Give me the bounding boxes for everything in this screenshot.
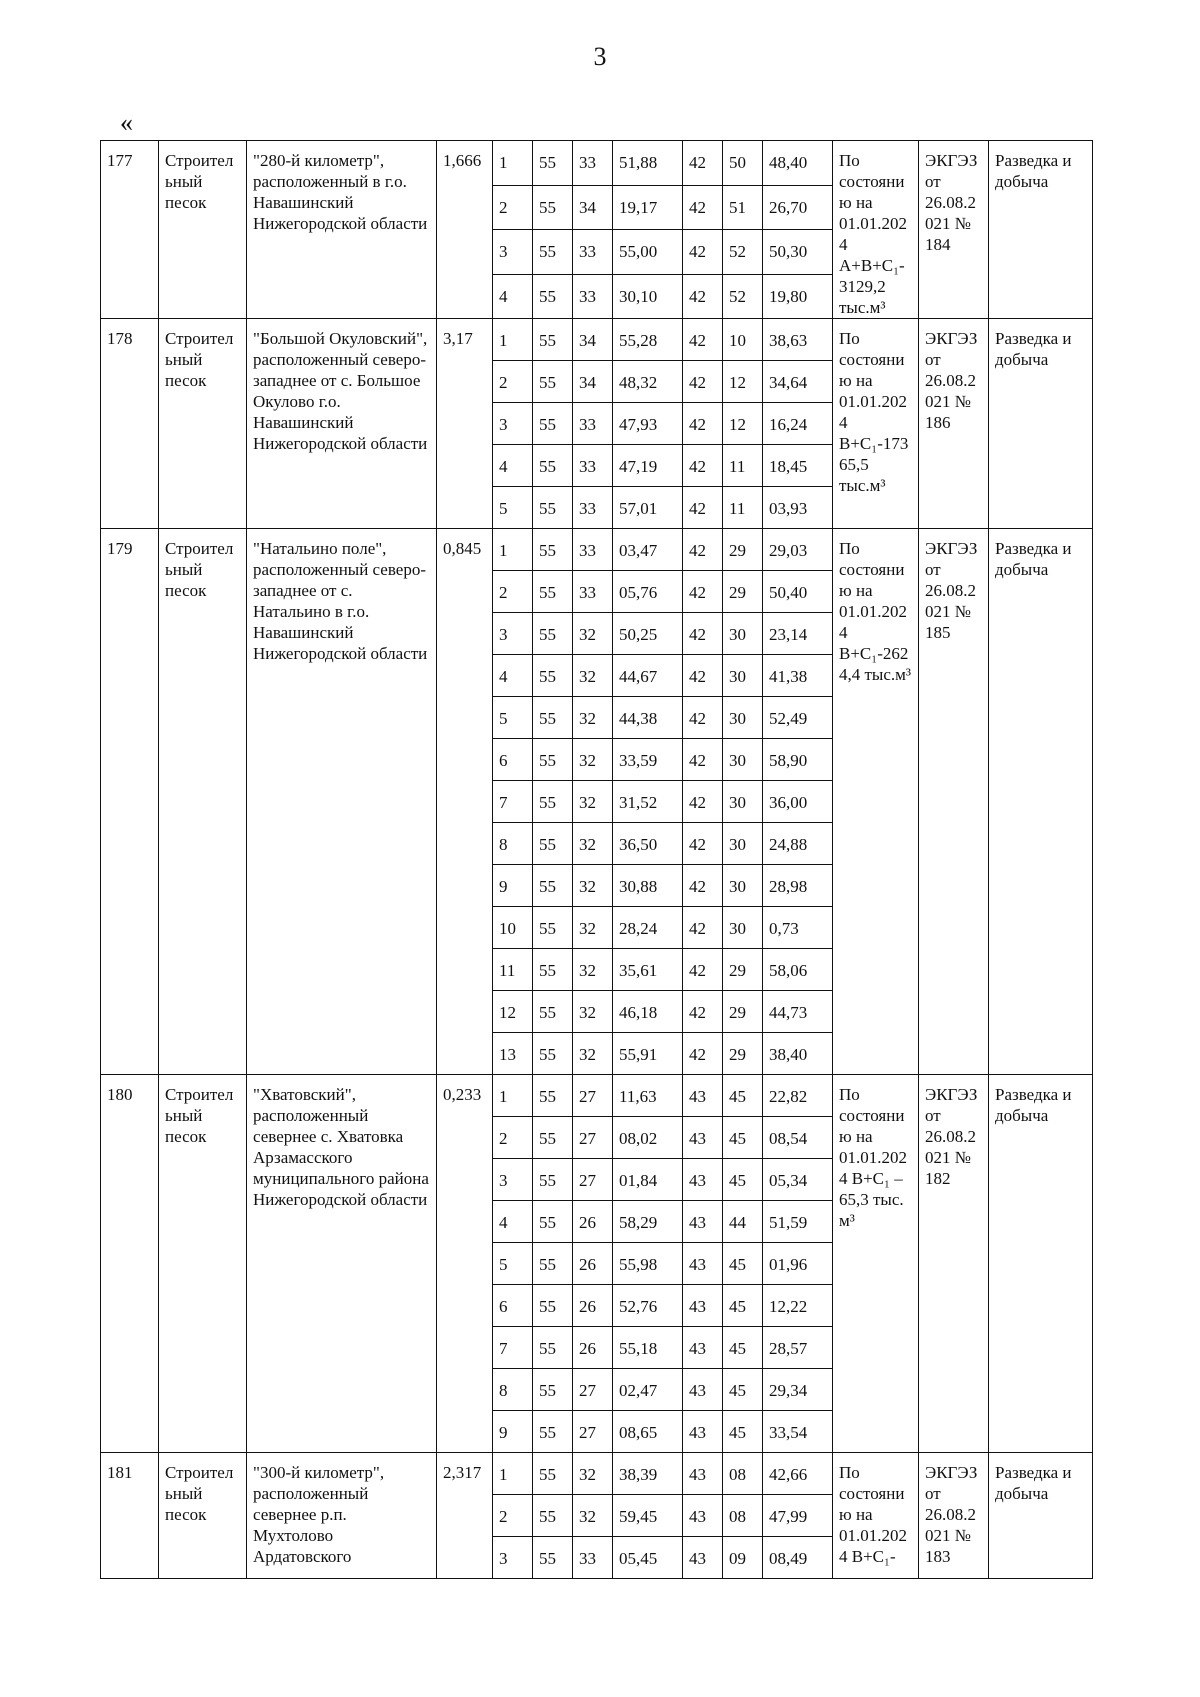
lat-min: 27	[573, 1369, 613, 1411]
lat-min: 26	[573, 1243, 613, 1285]
lon-deg: 42	[683, 403, 723, 445]
point-number: 3	[493, 230, 533, 275]
lat-deg: 55	[533, 1411, 573, 1453]
lon-min: 45	[723, 1117, 763, 1159]
lon-sec: 0,73	[763, 907, 833, 949]
lat-sec: 55,28	[613, 319, 683, 361]
deposit-reserves: По состоянию на 01.01.2024 B+C₁ – 65,3 тыс. м³	[833, 1075, 919, 1453]
lat-sec: 52,76	[613, 1285, 683, 1327]
point-number: 10	[493, 907, 533, 949]
deposit-name: "Хватовский", расположенный севернее с. Хватовка Арзамасского муниципального района Нижегородской области	[247, 1075, 437, 1453]
lat-min: 32	[573, 865, 613, 907]
point-number: 3	[493, 613, 533, 655]
lat-deg: 55	[533, 141, 573, 186]
lon-sec: 38,40	[763, 1033, 833, 1075]
lat-sec: 50,25	[613, 613, 683, 655]
lat-sec: 58,29	[613, 1201, 683, 1243]
lon-min: 45	[723, 1411, 763, 1453]
lat-sec: 33,59	[613, 739, 683, 781]
lat-min: 27	[573, 1075, 613, 1117]
lon-sec: 28,98	[763, 865, 833, 907]
deposit-number: 180	[101, 1075, 159, 1453]
table-row	[101, 529, 1093, 571]
lat-deg: 55	[533, 1159, 573, 1201]
lon-sec: 12,22	[763, 1285, 833, 1327]
lon-min: 10	[723, 319, 763, 361]
point-number: 3	[493, 1537, 533, 1579]
lat-sec: 55,91	[613, 1033, 683, 1075]
lon-min: 08	[723, 1495, 763, 1537]
lon-deg: 42	[683, 991, 723, 1033]
lat-deg: 55	[533, 445, 573, 487]
lat-min: 34	[573, 185, 613, 230]
deposit-area: 1,666	[437, 141, 493, 319]
lat-sec: 01,84	[613, 1159, 683, 1201]
lat-sec: 28,24	[613, 907, 683, 949]
deposit-purpose: Разведка и добыча	[989, 1453, 1093, 1579]
lon-sec: 34,64	[763, 361, 833, 403]
point-number: 4	[493, 1201, 533, 1243]
lat-min: 33	[573, 230, 613, 275]
point-number: 6	[493, 739, 533, 781]
point-number: 5	[493, 697, 533, 739]
lat-deg: 55	[533, 865, 573, 907]
lon-sec: 08,54	[763, 1117, 833, 1159]
table-row	[101, 1453, 1093, 1495]
lon-deg: 42	[683, 185, 723, 230]
lon-sec: 01,96	[763, 1243, 833, 1285]
lat-min: 32	[573, 655, 613, 697]
lon-sec: 38,63	[763, 319, 833, 361]
lat-sec: 55,98	[613, 1243, 683, 1285]
point-number: 2	[493, 361, 533, 403]
lon-deg: 42	[683, 865, 723, 907]
lat-deg: 55	[533, 185, 573, 230]
lon-min: 30	[723, 655, 763, 697]
point-number: 1	[493, 529, 533, 571]
lat-min: 27	[573, 1159, 613, 1201]
lat-sec: 55,18	[613, 1327, 683, 1369]
lat-deg: 55	[533, 949, 573, 991]
deposit-reserves: По состоянию на 01.01.2024 B+C₁-	[833, 1453, 919, 1579]
deposit-name: "300-й километр", расположенный севернее р.п. Мухтолово Ардатовского	[247, 1453, 437, 1579]
lon-deg: 43	[683, 1159, 723, 1201]
lon-deg: 43	[683, 1243, 723, 1285]
lon-min: 45	[723, 1159, 763, 1201]
lon-sec: 28,57	[763, 1327, 833, 1369]
lon-deg: 42	[683, 613, 723, 655]
point-number: 12	[493, 991, 533, 1033]
lon-sec: 50,30	[763, 230, 833, 275]
lat-sec: 44,38	[613, 697, 683, 739]
lat-deg: 55	[533, 781, 573, 823]
lat-deg: 55	[533, 1453, 573, 1495]
deposit-purpose: Разведка и добыча	[989, 141, 1093, 319]
lon-min: 11	[723, 445, 763, 487]
point-number: 5	[493, 487, 533, 529]
point-number: 4	[493, 445, 533, 487]
lon-sec: 50,40	[763, 571, 833, 613]
lat-sec: 08,65	[613, 1411, 683, 1453]
lat-deg: 55	[533, 1327, 573, 1369]
deposit-approval: ЭКГЭЗ от 26.08.2021 № 183	[919, 1453, 989, 1579]
lat-min: 33	[573, 274, 613, 319]
lat-min: 26	[573, 1285, 613, 1327]
opening-quote: «	[120, 108, 133, 137]
lon-sec: 05,34	[763, 1159, 833, 1201]
point-number: 2	[493, 1495, 533, 1537]
mineral-type: Строительный песок	[159, 1075, 247, 1453]
lat-min: 33	[573, 529, 613, 571]
lon-sec: 48,40	[763, 141, 833, 186]
lat-min: 32	[573, 697, 613, 739]
lat-min: 33	[573, 445, 613, 487]
point-number: 7	[493, 781, 533, 823]
lon-deg: 42	[683, 655, 723, 697]
lat-sec: 44,67	[613, 655, 683, 697]
deposit-area: 2,317	[437, 1453, 493, 1579]
lon-min: 30	[723, 697, 763, 739]
lat-sec: 59,45	[613, 1495, 683, 1537]
deposit-area: 0,845	[437, 529, 493, 1075]
lon-deg: 42	[683, 529, 723, 571]
deposit-reserves: По состоянию на 01.01.2024 B+C₁-2624,4 тыс.м³	[833, 529, 919, 1075]
lat-deg: 55	[533, 1495, 573, 1537]
lat-min: 32	[573, 1033, 613, 1075]
lon-sec: 24,88	[763, 823, 833, 865]
lon-deg: 43	[683, 1285, 723, 1327]
lon-deg: 43	[683, 1411, 723, 1453]
lat-sec: 47,19	[613, 445, 683, 487]
table-row	[101, 1075, 1093, 1117]
lon-min: 45	[723, 1243, 763, 1285]
lat-deg: 55	[533, 823, 573, 865]
lat-deg: 55	[533, 613, 573, 655]
lat-deg: 55	[533, 319, 573, 361]
point-number: 8	[493, 1369, 533, 1411]
deposit-purpose: Разведка и добыча	[989, 319, 1093, 529]
lon-sec: 58,90	[763, 739, 833, 781]
point-number: 8	[493, 823, 533, 865]
lon-sec: 41,38	[763, 655, 833, 697]
lat-min: 34	[573, 319, 613, 361]
lon-sec: 47,99	[763, 1495, 833, 1537]
lon-min: 29	[723, 571, 763, 613]
lon-sec: 03,93	[763, 487, 833, 529]
lat-sec: 31,52	[613, 781, 683, 823]
lat-sec: 19,17	[613, 185, 683, 230]
lat-min: 33	[573, 1537, 613, 1579]
lat-sec: 35,61	[613, 949, 683, 991]
lon-sec: 22,82	[763, 1075, 833, 1117]
deposit-approval: ЭКГЭЗ от 26.08.2021 № 186	[919, 319, 989, 529]
lat-sec: 05,76	[613, 571, 683, 613]
lon-deg: 42	[683, 781, 723, 823]
lon-min: 45	[723, 1369, 763, 1411]
lat-deg: 55	[533, 907, 573, 949]
point-number: 2	[493, 185, 533, 230]
lat-deg: 55	[533, 1243, 573, 1285]
lat-sec: 05,45	[613, 1537, 683, 1579]
deposits-table-body	[101, 141, 1093, 1579]
lat-deg: 55	[533, 361, 573, 403]
lat-deg: 55	[533, 655, 573, 697]
lon-min: 29	[723, 949, 763, 991]
lat-deg: 55	[533, 1201, 573, 1243]
lat-min: 32	[573, 907, 613, 949]
lon-sec: 36,00	[763, 781, 833, 823]
deposit-purpose: Разведка и добыча	[989, 529, 1093, 1075]
lat-deg: 55	[533, 403, 573, 445]
lat-deg: 55	[533, 739, 573, 781]
point-number: 11	[493, 949, 533, 991]
lat-sec: 51,88	[613, 141, 683, 186]
lat-min: 32	[573, 613, 613, 655]
lat-sec: 30,10	[613, 274, 683, 319]
lon-deg: 42	[683, 907, 723, 949]
lon-deg: 42	[683, 361, 723, 403]
lon-sec: 44,73	[763, 991, 833, 1033]
lon-min: 45	[723, 1327, 763, 1369]
point-number: 4	[493, 655, 533, 697]
deposit-reserves: По состоянию на 01.01.2024 B+C₁-17365,5 тыс.м³	[833, 319, 919, 529]
point-number: 13	[493, 1033, 533, 1075]
lat-sec: 11,63	[613, 1075, 683, 1117]
lat-sec: 55,00	[613, 230, 683, 275]
lat-deg: 55	[533, 1285, 573, 1327]
lon-deg: 43	[683, 1495, 723, 1537]
lat-min: 26	[573, 1201, 613, 1243]
lat-min: 32	[573, 739, 613, 781]
lat-sec: 47,93	[613, 403, 683, 445]
lon-min: 29	[723, 1033, 763, 1075]
mineral-type: Строительный песок	[159, 141, 247, 319]
point-number: 3	[493, 403, 533, 445]
point-number: 2	[493, 571, 533, 613]
lon-min: 12	[723, 361, 763, 403]
lat-deg: 55	[533, 991, 573, 1033]
lon-min: 50	[723, 141, 763, 186]
deposits-table	[100, 140, 1093, 1579]
point-number: 9	[493, 865, 533, 907]
mineral-type: Строительный песок	[159, 1453, 247, 1579]
lon-deg: 42	[683, 230, 723, 275]
lon-deg: 42	[683, 319, 723, 361]
lon-min: 08	[723, 1453, 763, 1495]
lon-deg: 43	[683, 1201, 723, 1243]
deposit-approval: ЭКГЭЗ от 26.08.2021 № 184	[919, 141, 989, 319]
mineral-type: Строительный песок	[159, 319, 247, 529]
lat-deg: 55	[533, 487, 573, 529]
lat-deg: 55	[533, 1537, 573, 1579]
lon-min: 52	[723, 230, 763, 275]
lon-min: 29	[723, 529, 763, 571]
lat-min: 26	[573, 1327, 613, 1369]
lon-deg: 42	[683, 823, 723, 865]
lat-min: 34	[573, 361, 613, 403]
lon-deg: 42	[683, 1033, 723, 1075]
lon-sec: 52,49	[763, 697, 833, 739]
lon-deg: 43	[683, 1327, 723, 1369]
point-number: 5	[493, 1243, 533, 1285]
point-number: 6	[493, 1285, 533, 1327]
lon-sec: 42,66	[763, 1453, 833, 1495]
lon-deg: 42	[683, 487, 723, 529]
deposit-number: 181	[101, 1453, 159, 1579]
lon-min: 29	[723, 991, 763, 1033]
lat-deg: 55	[533, 1369, 573, 1411]
lon-sec: 58,06	[763, 949, 833, 991]
deposit-name: "Натальино поле", расположенный северо-западнее от с. Натальино в г.о. Навашинский Нижегородской области	[247, 529, 437, 1075]
lon-sec: 16,24	[763, 403, 833, 445]
point-number: 1	[493, 1075, 533, 1117]
point-number: 2	[493, 1117, 533, 1159]
deposit-number: 179	[101, 529, 159, 1075]
point-number: 4	[493, 274, 533, 319]
deposit-approval: ЭКГЭЗ от 26.08.2021 № 182	[919, 1075, 989, 1453]
lon-sec: 19,80	[763, 274, 833, 319]
lon-deg: 43	[683, 1369, 723, 1411]
deposit-area: 0,233	[437, 1075, 493, 1453]
lat-sec: 38,39	[613, 1453, 683, 1495]
lon-min: 30	[723, 823, 763, 865]
lat-min: 32	[573, 949, 613, 991]
lon-deg: 42	[683, 949, 723, 991]
lon-sec: 23,14	[763, 613, 833, 655]
lat-min: 27	[573, 1117, 613, 1159]
point-number: 9	[493, 1411, 533, 1453]
lat-sec: 57,01	[613, 487, 683, 529]
point-number: 1	[493, 1453, 533, 1495]
lat-sec: 36,50	[613, 823, 683, 865]
table-row	[101, 319, 1093, 361]
deposit-area: 3,17	[437, 319, 493, 529]
lat-sec: 48,32	[613, 361, 683, 403]
lon-min: 30	[723, 739, 763, 781]
lat-sec: 46,18	[613, 991, 683, 1033]
lat-min: 32	[573, 991, 613, 1033]
lat-sec: 30,88	[613, 865, 683, 907]
lon-min: 45	[723, 1075, 763, 1117]
lat-deg: 55	[533, 1075, 573, 1117]
mineral-type: Строительный песок	[159, 529, 247, 1075]
lat-deg: 55	[533, 230, 573, 275]
lon-min: 30	[723, 781, 763, 823]
lat-min: 33	[573, 141, 613, 186]
deposit-name: "Большой Окуловский", расположенный северо-западнее от с. Большое Окулово г.о. Навашинский Нижегородской области	[247, 319, 437, 529]
lat-min: 32	[573, 781, 613, 823]
lon-min: 30	[723, 613, 763, 655]
lat-deg: 55	[533, 571, 573, 613]
lat-min: 32	[573, 1495, 613, 1537]
lat-min: 27	[573, 1411, 613, 1453]
table-row	[101, 141, 1093, 186]
lon-sec: 29,34	[763, 1369, 833, 1411]
deposit-purpose: Разведка и добыча	[989, 1075, 1093, 1453]
lon-min: 30	[723, 907, 763, 949]
lon-sec: 33,54	[763, 1411, 833, 1453]
lat-deg: 55	[533, 1117, 573, 1159]
lat-min: 33	[573, 571, 613, 613]
lat-deg: 55	[533, 274, 573, 319]
lon-sec: 29,03	[763, 529, 833, 571]
point-number: 7	[493, 1327, 533, 1369]
lat-sec: 03,47	[613, 529, 683, 571]
lon-sec: 26,70	[763, 185, 833, 230]
deposit-number: 177	[101, 141, 159, 319]
lon-min: 51	[723, 185, 763, 230]
lon-sec: 08,49	[763, 1537, 833, 1579]
lat-min: 32	[573, 1453, 613, 1495]
deposit-name: "280-й километр", расположенный в г.о. Навашинский Нижегородской области	[247, 141, 437, 319]
lon-deg: 43	[683, 1453, 723, 1495]
point-number: 3	[493, 1159, 533, 1201]
point-number: 1	[493, 141, 533, 186]
lat-min: 33	[573, 487, 613, 529]
lon-deg: 42	[683, 445, 723, 487]
deposit-number: 178	[101, 319, 159, 529]
lon-sec: 51,59	[763, 1201, 833, 1243]
deposit-reserves: По состоянию на 01.01.2024 A+B+C₁-3129,2 тыс.м³	[833, 141, 919, 319]
lat-sec: 08,02	[613, 1117, 683, 1159]
point-number: 1	[493, 319, 533, 361]
lon-deg: 42	[683, 571, 723, 613]
lon-min: 11	[723, 487, 763, 529]
lat-deg: 55	[533, 697, 573, 739]
lon-deg: 43	[683, 1117, 723, 1159]
lat-deg: 55	[533, 1033, 573, 1075]
lon-min: 45	[723, 1285, 763, 1327]
lon-min: 44	[723, 1201, 763, 1243]
lat-deg: 55	[533, 529, 573, 571]
lon-deg: 43	[683, 1075, 723, 1117]
lon-deg: 43	[683, 1537, 723, 1579]
deposit-approval: ЭКГЭЗ от 26.08.2021 № 185	[919, 529, 989, 1075]
lon-min: 30	[723, 865, 763, 907]
lat-sec: 02,47	[613, 1369, 683, 1411]
lon-min: 09	[723, 1537, 763, 1579]
lon-sec: 18,45	[763, 445, 833, 487]
lon-deg: 42	[683, 739, 723, 781]
lon-min: 52	[723, 274, 763, 319]
lon-deg: 42	[683, 697, 723, 739]
lat-min: 33	[573, 403, 613, 445]
lat-min: 32	[573, 823, 613, 865]
lon-deg: 42	[683, 141, 723, 186]
lon-deg: 42	[683, 274, 723, 319]
lon-min: 12	[723, 403, 763, 445]
page-number: 3	[593, 42, 607, 71]
